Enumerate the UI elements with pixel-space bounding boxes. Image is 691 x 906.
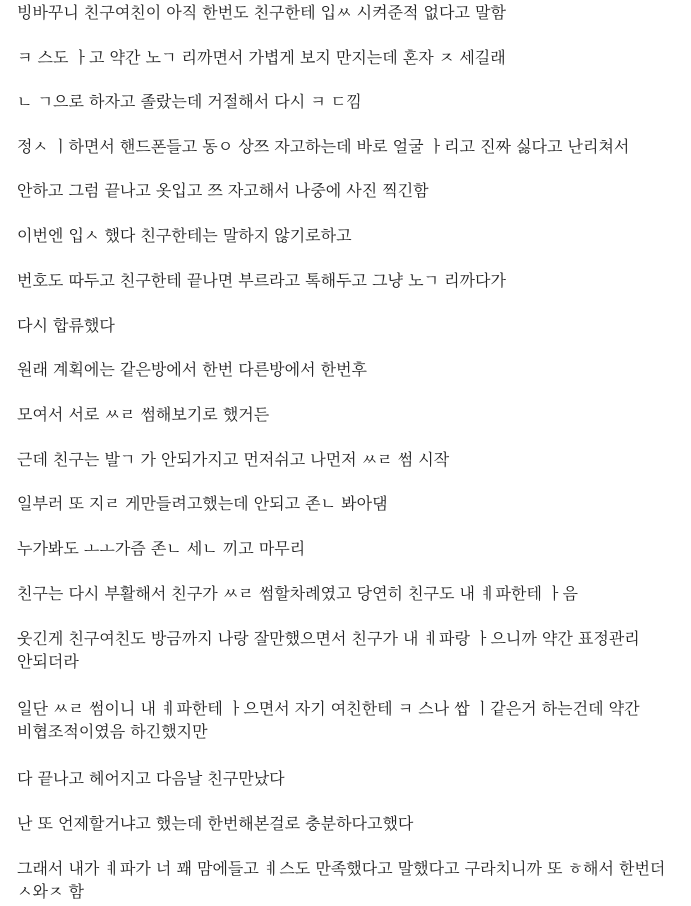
paragraph: 다시 합류했다: [17, 316, 115, 335]
paragraph: 정ㅅ ㅣ하면서 핸드폰들고 동ㅇ 상쯔 자고하는데 바로 얼굴 ㅏ리고 진짜 싫다고 난리쳐서: [17, 137, 630, 156]
paragraph: ㅋ 스도 ㅏ고 약간 노ㄱ 리까면서 가볍게 보지 만지는데 혼자 ㅈ 세길래: [17, 48, 506, 67]
paragraph: 난 또 언제할거냐고 했는데 한번해본걸로 충분하다고했다: [17, 814, 414, 833]
paragraph: 번호도 따두고 친구한테 끝나면 부르라고 톡해두고 그냥 노ㄱ 리까다가: [17, 271, 506, 290]
paragraph: 빙바꾸니 친구여친이 아직 한번도 친구한테 입ㅆ 시켜준적 없다고 말함: [17, 3, 506, 22]
paragraph: 원래 계획에는 같은방에서 한번 다른방에서 한번후: [17, 360, 368, 379]
paragraph: 이번엔 입ㅅ 했다 친구한테는 말하지 않기로하고: [17, 226, 352, 245]
paragraph: ㄴ ㄱ으로 하자고 졸랐는데 거절해서 다시 ㅋ ㄷ낌: [17, 92, 362, 111]
paragraph: 다 끝나고 헤어지고 다음날 친구만났다: [17, 769, 285, 788]
paragraph: 근데 친구는 발ㄱ 가 안되가지고 먼저쉬고 나먼저 ㅆㄹ 썸 시작: [17, 450, 450, 469]
paragraph: 친구는 다시 부활해서 친구가 ㅆㄹ 썸할차례였고 당연히 친구도 내 ㅖ파한테 ㅏ음: [17, 584, 578, 603]
paragraph: 웃긴게 친구여친도 방금까지 나랑 잘만했으면서 친구가 내 ㅖ파랑 ㅏ으니까 약간 표정관리 안되더라: [17, 629, 640, 671]
paragraph: 일단 ㅆㄹ 썸이니 내 ㅖ파한테 ㅏ으면서 자기 여친한테 ㅋ 스나 쌉 ㅣ같은거 하는건데 약간 비협조적이였음 하긴했지만: [17, 699, 640, 741]
paragraph: 안하고 그럼 끝나고 옷입고 쯔 자고해서 나중에 사진 찍긴함: [17, 181, 429, 200]
paragraph: 일부러 또 지ㄹ 게만들려고했는데 안되고 존ㄴ 봐아댐: [17, 494, 388, 513]
paragraph: 모여서 서로 ㅆㄹ 썸해보기로 했거든: [17, 405, 270, 424]
paragraph: 누가봐도 ㅗㅗ가즘 존ㄴ 세ㄴ 끼고 마무리: [17, 539, 306, 558]
paragraph: 그래서 내가 ㅖ파가 너 꽤 맘에들고 ㅖ스도 만족했다고 말했다고 구라치니까 또 ㅎ해서 한번더 ㅅ와ㅈ 함: [17, 859, 666, 901]
